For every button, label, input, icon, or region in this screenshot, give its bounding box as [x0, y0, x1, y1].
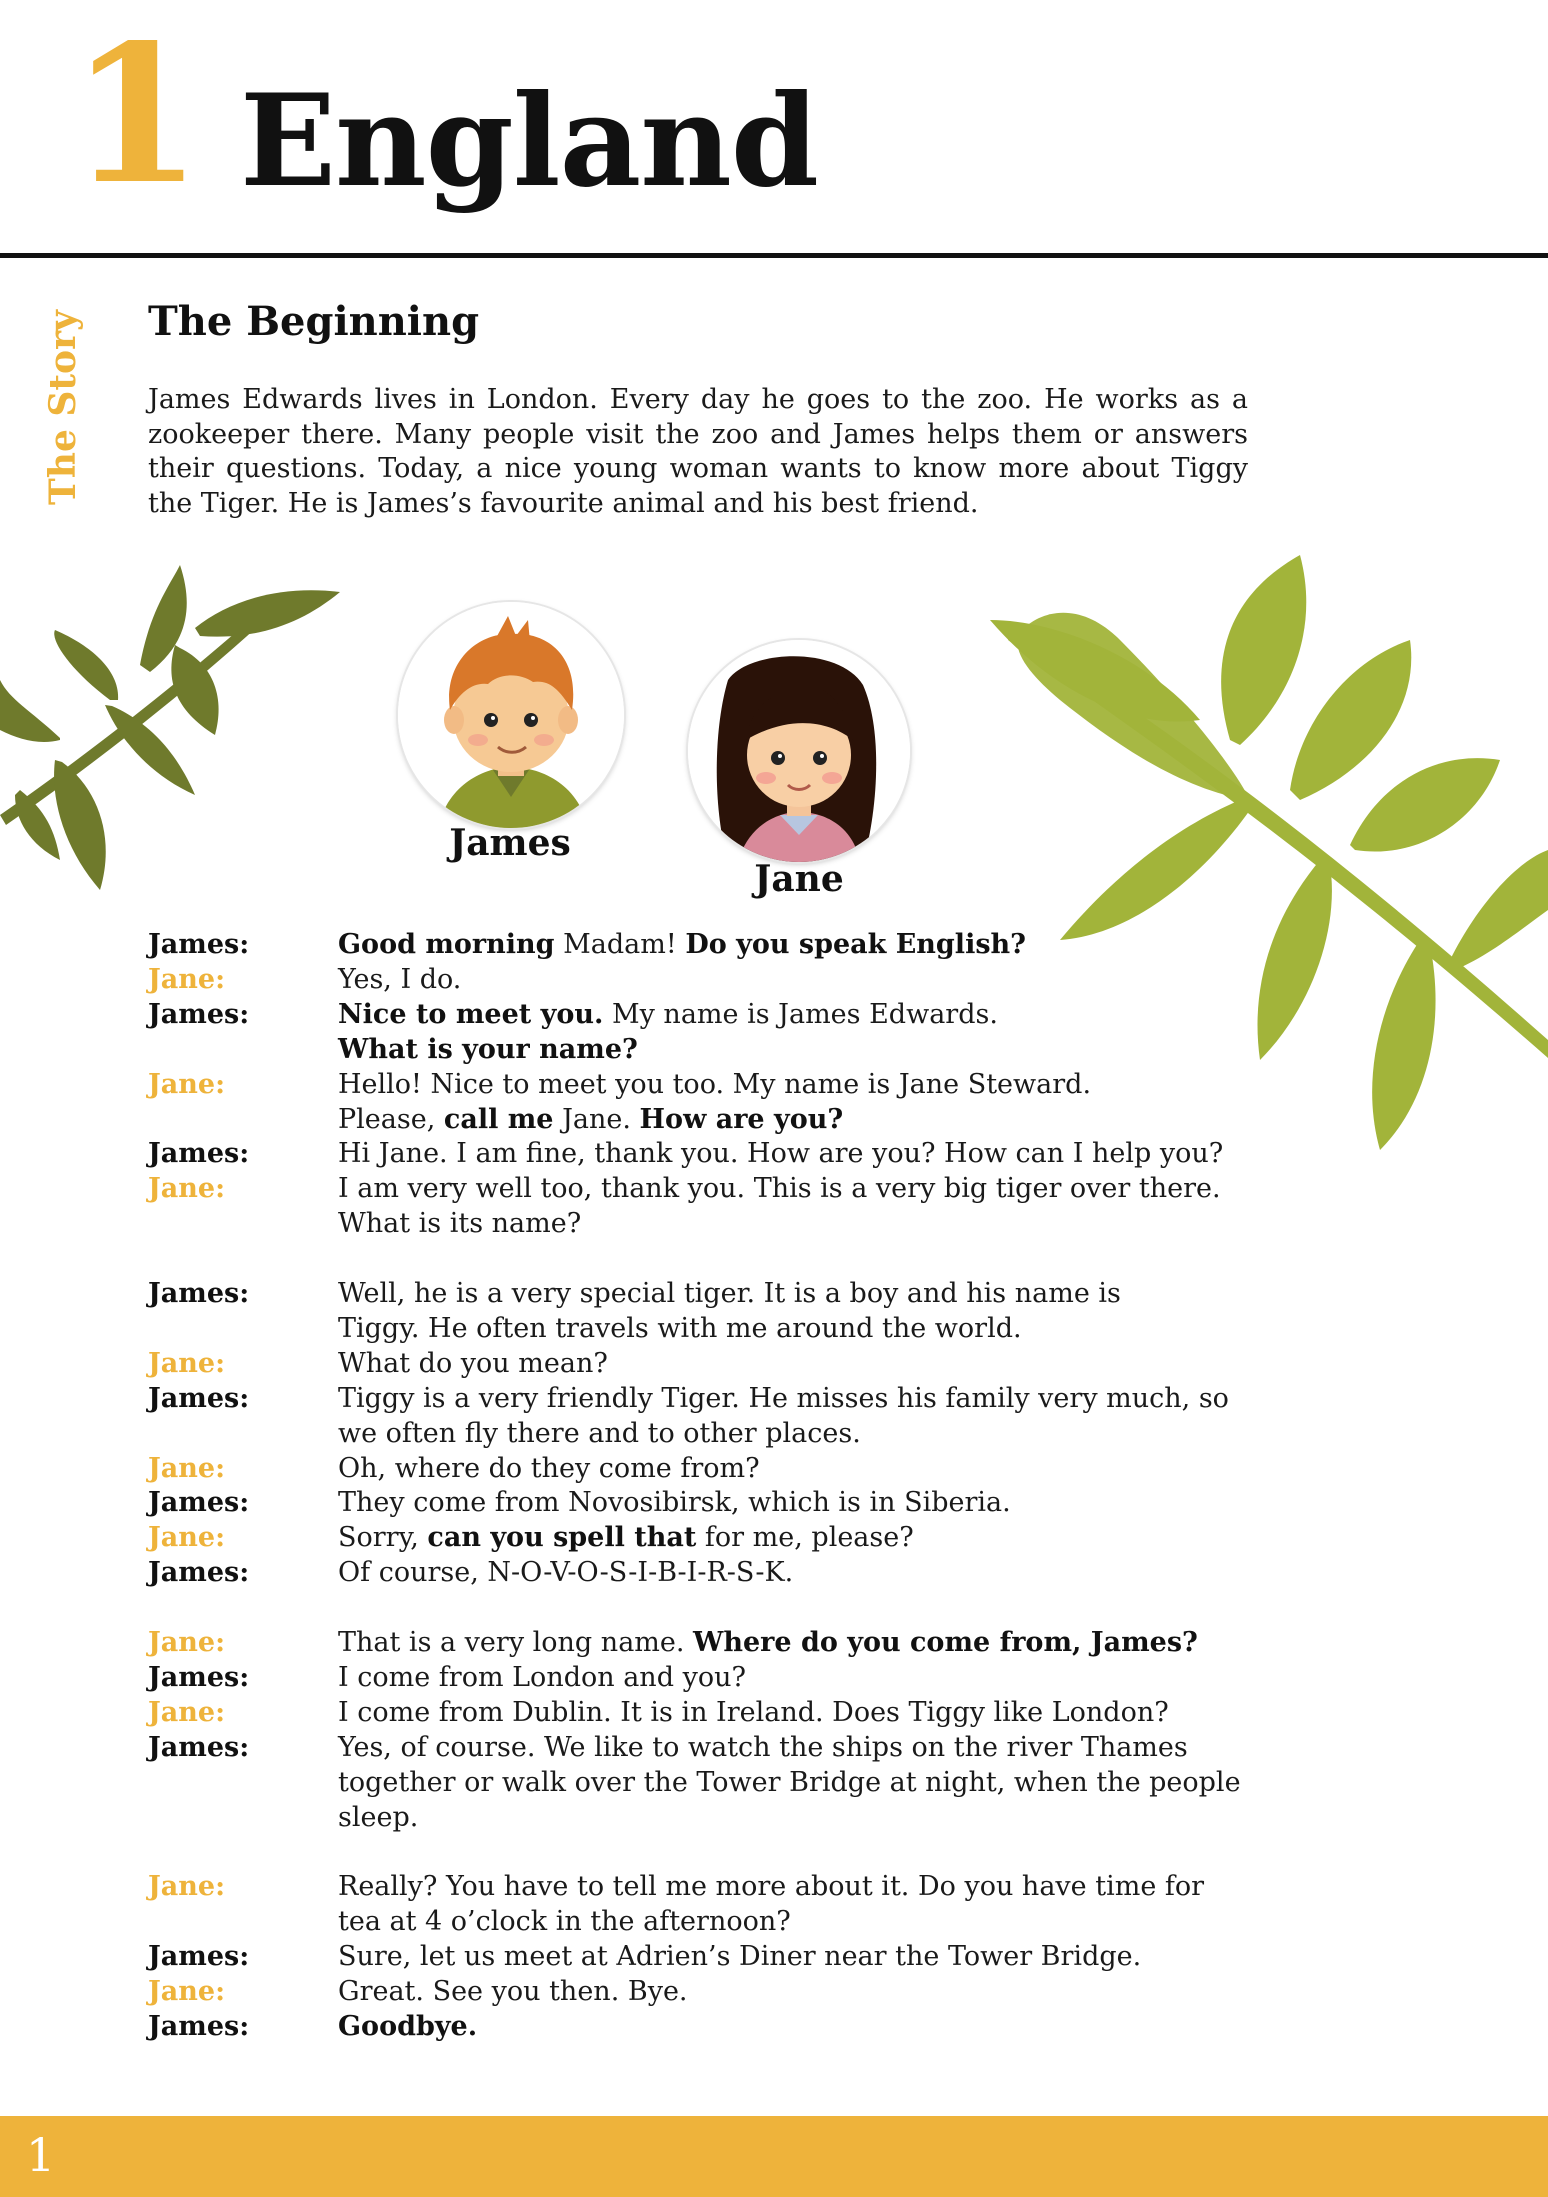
dialogue-text: [338, 1068, 1288, 1103]
dialogue-text: [338, 1033, 1288, 1068]
dialogue-line: [148, 1731, 1288, 1766]
dialogue-line: [148, 1486, 1288, 1521]
dialogue-speaker: James:: [148, 1662, 250, 1693]
dialogue-text: [338, 1975, 1288, 2010]
dialogue-line: [148, 1556, 1288, 1591]
dialogue-key-phrase: How are you?: [639, 1103, 844, 1135]
dialogue-text-part: Sure, let us meet at Adrien’s Diner near the Tower Bridge.: [338, 1941, 1142, 1973]
dialogue-line: [148, 1417, 1288, 1452]
dialogue-text: [338, 963, 1288, 998]
james-avatar: [398, 602, 624, 828]
dialogue-text: [338, 928, 1288, 963]
dialogue-key-phrase: can you spell that: [427, 1522, 697, 1554]
dialogue-text: [338, 1312, 1288, 1347]
dialogue-speaker: [148, 1033, 338, 1068]
dialogue-line: [148, 1696, 1288, 1731]
dialogue-speaker: James:: [148, 929, 250, 960]
dialogue-text: [338, 1661, 1288, 1696]
dialogue-text: [338, 1870, 1288, 1905]
dialogue-line: [148, 1766, 1288, 1801]
dialogue-text-part: for me, please?: [696, 1522, 914, 1554]
dialogue-text-part: My name is James Edwards.: [603, 998, 998, 1030]
jane-name-label: Jane: [754, 858, 844, 900]
dialogue-speaker: James:: [148, 1941, 250, 1973]
dialogue-text: [338, 1452, 1288, 1487]
dialogue-speaker: [148, 1103, 338, 1138]
chapter-number: 1: [70, 3, 203, 226]
dialogue-text: [338, 1103, 1288, 1138]
dialogue-speaker: James:: [148, 1382, 250, 1414]
dialogue-text-part: I come from Dublin. It is in Ireland. Does Tiggy like London?: [338, 1696, 1169, 1728]
dialogue-text-part: we often fly there and to other places.: [338, 1417, 861, 1449]
dialogue-line: [148, 1172, 1288, 1207]
dialogue-text: [338, 1556, 1288, 1591]
dialogue-text-part: Well, he is a very special tiger. It is a boy and his name is: [338, 1278, 1121, 1310]
dialogue-speaker: [148, 1905, 338, 1940]
dialogue-speaker: Jane:: [148, 963, 226, 995]
section-title: The Beginning: [148, 298, 480, 345]
dialogue-speaker: James:: [148, 2011, 250, 2043]
dialogue-speaker: Jane:: [148, 1173, 226, 1205]
dialogue-text-part: What do you mean?: [338, 1347, 608, 1379]
jane-avatar: [688, 640, 910, 862]
dialogue-line: [148, 1870, 1288, 1905]
dialogue-speaker: Jane:: [148, 1347, 226, 1379]
dialogue-text-part: Tiggy. He often travels with me around the world.: [338, 1312, 1022, 1344]
dialogue-spacer: [148, 1836, 1288, 1871]
dialogue-text: [338, 998, 1288, 1033]
dialogue-text: [338, 1486, 1288, 1521]
dialogue-text-part: Really? You have to tell me more about it. Do you have time for: [338, 1871, 1205, 1903]
dialogue-text-part: tea at 4 o’clock in the afternoon?: [338, 1906, 791, 1938]
dialogue-speaker: [148, 1766, 338, 1801]
dialogue-text-part: What is its name?: [338, 1208, 582, 1240]
dialogue-speaker: Jane:: [148, 1522, 226, 1554]
dialogue-speaker: [148, 1207, 338, 1242]
dialogue-speaker: James:: [148, 1487, 250, 1519]
dialogue-speaker: Jane:: [148, 1871, 226, 1903]
dialogue-speaker: James:: [148, 1138, 250, 1170]
dialogue-line: [148, 1033, 1288, 1068]
dialogue-speaker: James:: [148, 1278, 250, 1310]
dialogue-speaker: [148, 1312, 338, 1347]
dialogue-line: [148, 928, 1288, 963]
dialogue-key-phrase: call me: [443, 1103, 554, 1135]
dialogue-text-part: They come from Novosibirsk, which is in Siberia.: [338, 1487, 1011, 1519]
dialogue-text-part: sleep.: [338, 1801, 419, 1833]
dialogue-text-part: Of course, N-O-V-O-S-I-B-I-R-S-K.: [338, 1557, 794, 1589]
side-label: The Story: [42, 310, 84, 505]
dialogue-key-phrase: What is your name?: [338, 1033, 638, 1065]
dialogue-speaker: Jane:: [148, 1452, 226, 1484]
dialogue-line: [148, 1975, 1288, 2010]
dialogue-text: [338, 1696, 1288, 1731]
dialogue-speaker: Jane:: [148, 1068, 226, 1100]
dialogue-text-part: I come from London and you?: [338, 1662, 746, 1693]
dialogue-text-part: Tiggy is a very friendly Tiger. He misses his family very much, so: [338, 1382, 1229, 1414]
dialogue-line: [148, 1521, 1288, 1556]
dialogue-line: [148, 998, 1288, 1033]
dialogue-line: [148, 1382, 1288, 1417]
dialogue-text: [338, 1382, 1288, 1417]
footer-bar: [0, 2116, 1548, 2197]
dialogue-text-part: Sorry,: [338, 1522, 428, 1554]
dialogue-line: [148, 1068, 1288, 1103]
chapter-title: England: [240, 67, 818, 215]
dialogue-key-phrase: Where do you come from, James?: [693, 1627, 1198, 1659]
dialogue-text-part: Great. See you then. Bye.: [338, 1976, 688, 2008]
dialogue-text-part: Jane.: [553, 1103, 640, 1135]
dialogue-line: [148, 963, 1288, 998]
dialogue-text-part: Oh, where do they come from?: [338, 1452, 760, 1484]
dialogue-speaker: [148, 1801, 338, 1836]
dialogue-key-phrase: Goodbye.: [338, 2011, 478, 2043]
intro-paragraph: James Edwards lives in London. Every day he goes to the zoo. He works as a zookeeper there. Many people visit the zoo and James helps them or answers their questions. Today, a nice young woman wants to know more about Tiggy the Tiger. He is James’s favourite animal and his best friend.: [148, 384, 1248, 519]
dialogue-key-phrase: Do you speak English?: [685, 929, 1026, 960]
dialogue-line: [148, 1661, 1288, 1696]
dialogue-text: [338, 1137, 1288, 1172]
dialogue-text-part: Madam!: [554, 929, 686, 960]
dialogue-speaker: Jane:: [148, 1696, 226, 1728]
dialogue-text: [338, 1417, 1288, 1452]
dialogue-line: [148, 1940, 1288, 1975]
dialogue-text: [338, 1207, 1288, 1242]
dialogue-line: [148, 2010, 1288, 2045]
dialogue-speaker: Jane:: [148, 1627, 226, 1659]
dialogue-text-part: Yes, I do.: [338, 963, 462, 995]
dialogue-text-part: Hello! Nice to meet you too. My name is Jane Steward.: [338, 1068, 1092, 1100]
dialogue-spacer: [148, 1242, 1288, 1277]
dialogue-spacer: [148, 1591, 1288, 1626]
dialogue-line: [148, 1103, 1288, 1138]
dialogue-line: [148, 1452, 1288, 1487]
dialogue-text: [338, 1521, 1288, 1556]
dialogue-text: [338, 1277, 1288, 1312]
dialogue-line: [148, 1905, 1288, 1940]
dialogue-text: [338, 1347, 1288, 1382]
dialogue: [148, 928, 1288, 2045]
dialogue-key-phrase: Nice to meet you.: [338, 998, 604, 1030]
dialogue-line: [148, 1277, 1288, 1312]
page-number: 1: [26, 2128, 56, 2182]
dialogue-text-part: together or walk over the Tower Bridge at night, when the people: [338, 1766, 1241, 1798]
dialogue-text: [338, 1731, 1288, 1766]
dialogue-text-part: I am very well too, thank you. This is a very big tiger over there.: [338, 1173, 1221, 1205]
dialogue-speaker: James:: [148, 1557, 250, 1589]
james-name-label: James: [449, 822, 571, 864]
dialogue-key-phrase: Good morning: [338, 929, 555, 960]
dialogue-text: [338, 1766, 1288, 1801]
dialogue-line: [148, 1347, 1288, 1382]
dialogue-text: [338, 1172, 1288, 1207]
dialogue-speaker: James:: [148, 1731, 250, 1763]
dialogue-text-part: Hi Jane. I am fine, thank you. How are you? How can I help you?: [338, 1138, 1224, 1170]
dialogue-speaker: Jane:: [148, 1976, 226, 2008]
dialogue-text: [338, 1626, 1288, 1661]
left-leaf-branch: [0, 565, 340, 890]
dialogue-speaker: [148, 1417, 338, 1452]
dialogue-text-part: Please,: [338, 1103, 444, 1135]
dialogue-line: [148, 1312, 1288, 1347]
dialogue-text: [338, 1905, 1288, 1940]
dialogue-line: [148, 1207, 1288, 1242]
dialogue-speaker: James:: [148, 998, 250, 1030]
dialogue-line: [148, 1801, 1288, 1836]
dialogue-line: [148, 1137, 1288, 1172]
dialogue-text-part: That is a very long name.: [338, 1627, 694, 1659]
dialogue-text: [338, 1940, 1288, 1975]
dialogue-text: [338, 1801, 1288, 1836]
dialogue-text-part: Yes, of course. We like to watch the ships on the river Thames: [338, 1731, 1188, 1763]
dialogue-line: [148, 1626, 1288, 1661]
dialogue-text: [338, 2010, 1288, 2045]
